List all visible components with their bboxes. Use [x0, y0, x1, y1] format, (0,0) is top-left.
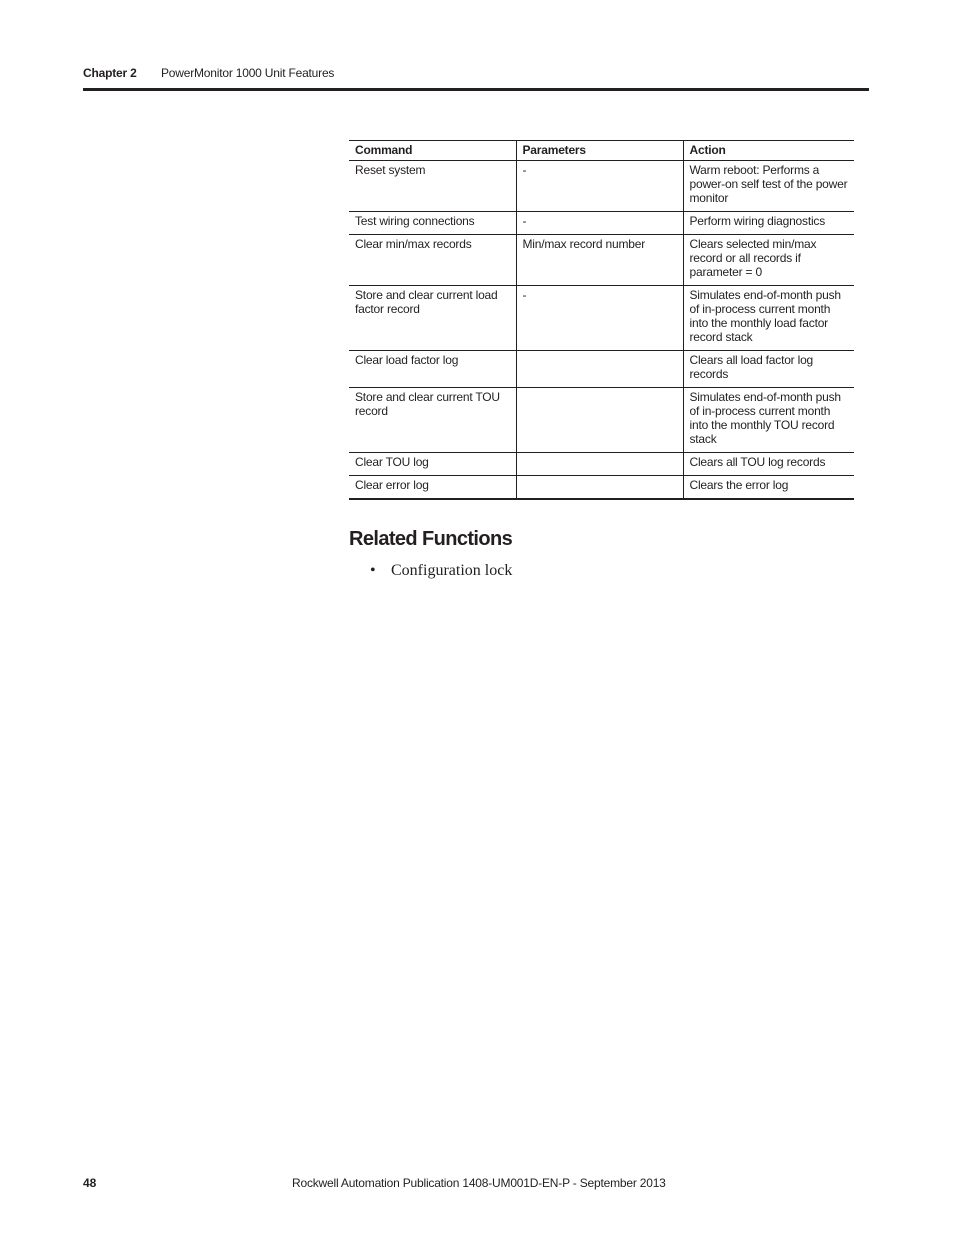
cell-action: Warm reboot: Performs a power-on self test of the power monitor: [683, 161, 854, 212]
column-header-action: Action: [683, 141, 854, 161]
related-functions-list: [370, 562, 512, 580]
cell-parameters: [516, 453, 683, 476]
cell-parameters: -: [516, 161, 683, 212]
chapter-title: PowerMonitor 1000 Unit Features: [161, 66, 335, 80]
cell-command: Clear load factor log: [349, 351, 516, 388]
header-rule: [83, 88, 869, 91]
cell-command: Store and clear current load factor record: [349, 286, 516, 351]
column-header-command: Command: [349, 141, 516, 161]
cell-action: Simulates end-of-month push of in-process current month into the monthly TOU record stack: [683, 388, 854, 453]
cell-action: Clears the error log: [683, 476, 854, 500]
cell-parameters: -: [516, 286, 683, 351]
cell-action: Clears selected min/max record or all records if parameter = 0: [683, 235, 854, 286]
cell-action: Perform wiring diagnostics: [683, 212, 854, 235]
cell-command: Clear error log: [349, 476, 516, 500]
cell-parameters: Min/max record number: [516, 235, 683, 286]
cell-command: Reset system: [349, 161, 516, 212]
page-header: [83, 66, 869, 82]
table-row: [349, 212, 854, 235]
cell-action: Simulates end-of-month push of in-process current month into the monthly load factor record stack: [683, 286, 854, 351]
cell-action: Clears all TOU log records: [683, 453, 854, 476]
table-row: [349, 161, 854, 212]
cell-parameters: [516, 351, 683, 388]
table-row: [349, 351, 854, 388]
cell-parameters: [516, 388, 683, 453]
cell-parameters: [516, 476, 683, 500]
cell-action: Clears all load factor log records: [683, 351, 854, 388]
publication-info: Rockwell Automation Publication 1408-UM001D-EN-P - September 2013: [292, 1176, 666, 1190]
cell-command: Clear min/max records: [349, 235, 516, 286]
column-header-parameters: Parameters: [516, 141, 683, 161]
table-row: [349, 235, 854, 286]
bullet-icon: •: [370, 562, 376, 579]
table-row: [349, 476, 854, 500]
cell-command: Test wiring connections: [349, 212, 516, 235]
table-row: [349, 453, 854, 476]
related-functions-heading: Related Functions: [349, 528, 513, 550]
chapter-label: Chapter 2: [83, 66, 137, 80]
page-number: 48: [83, 1176, 97, 1190]
table-header-row: [349, 141, 854, 161]
list-item-label: Configuration lock: [391, 562, 513, 579]
table-row: [349, 286, 854, 351]
list-item: [370, 562, 512, 580]
table-row: [349, 388, 854, 453]
cell-command: Store and clear current TOU record: [349, 388, 516, 453]
cell-parameters: -: [516, 212, 683, 235]
cell-command: Clear TOU log: [349, 453, 516, 476]
command-table: [349, 140, 854, 500]
